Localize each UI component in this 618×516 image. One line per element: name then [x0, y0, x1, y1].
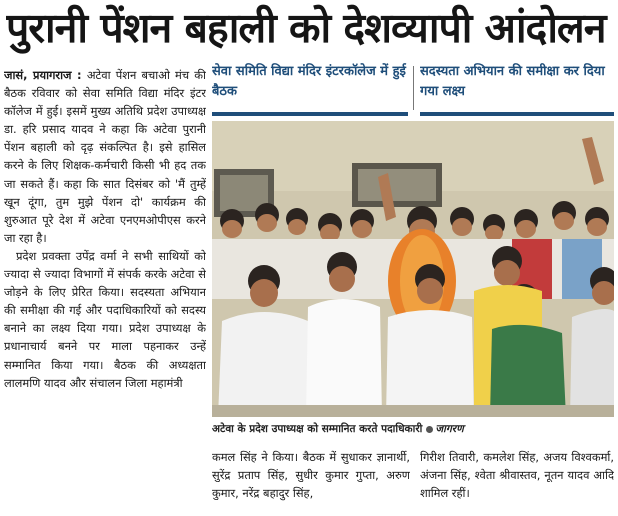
paragraph-1-text: अटेवा पेंशन बचाओ मंच की बैठक रविवार को सेवा समिति विद्या मंदिर इंटर कॉलेज में हुई। इसमें मुख्य अतिथि प्रदेश उपाध्यक्ष डा. हरि प्रसाद यादव ने कहा कि अटेवा पुरानी पेंशन बहाली को दृढ़ संकल्पित है। इसे हासिल करने के लिए शिक्षक-कर्मचारी किसी भी हद तक जा सकते हैं। कहा कि सात दिसंबर को 'मैं तुम्हें खून दूंगा, तुम मुझे पेंशन दो' कार्यक्रम की शुरुआत पूरे देश में अटेवा एनएमओपीएस करने जा रहा है।: [4, 68, 206, 245]
article-column-mid: कमल सिंह ने किया। बैठक में सुधाकर ज्ञानार्थी, सुरेंद्र प्रताप सिंह, सुधीर कुमार गुप्ता, अरुण कुमार, नरेंद्र बहादुर सिंह,: [212, 450, 410, 501]
subhead-divider: [413, 66, 414, 110]
news-photo-illustration: [212, 121, 614, 417]
caption-text: अटेवा के प्रदेश उपाध्यक्ष को सम्मानित करते पदाधिकारी: [212, 423, 423, 435]
subhead-rule-left: [212, 112, 408, 116]
dateline: जासं, प्रयागराज :: [4, 68, 82, 82]
caption-source: जागरण: [435, 423, 464, 435]
source-dot-icon: [426, 426, 433, 433]
subhead-right: सदस्यता अभियान की समीक्षा कर दिया गया लक्ष्य: [420, 64, 605, 99]
news-photo: [212, 121, 614, 417]
photo-caption: [212, 420, 614, 440]
subhead-left: सेवा समिति विद्या मंदिर इंटरकॉलेज में हुई बैठक: [212, 64, 406, 99]
article-paragraph-2: प्रदेश प्रवक्ता उपेंद्र वर्मा ने सभी साथियों को ज्यादा से ज्यादा विभागों में संपर्क करके अटेवा से जोड़ने के लिए प्रेरित किया। सदस्यता अभियान की समीक्षा की गई और पदाधिकारियों को सदस्य बनाने का लक्ष्य दिया गया। प्रदेश उपाध्यक्ष के प्रधानाचार्य बनने पर माला पहनाकर उन्हें सम्मानित किया गया। बैठक की अध्यक्षता लालमणि यादव और संचालन जिला महामंत्री: [4, 248, 206, 390]
article-paragraph-1: [4, 66, 206, 247]
headline: पुरानी पेंशन बहाली को देशव्यापी आंदोलन: [6, 4, 606, 52]
article-column-right: गिरीश तिवारी, कमलेश सिंह, अजय विश्वकर्मा, अंजना सिंह, श्वेता श्रीवास्तव, नूतन यादव आदि शामिल रहीं।: [420, 450, 614, 501]
subhead-rule-right: [420, 112, 614, 116]
article-column-left: [4, 66, 206, 514]
